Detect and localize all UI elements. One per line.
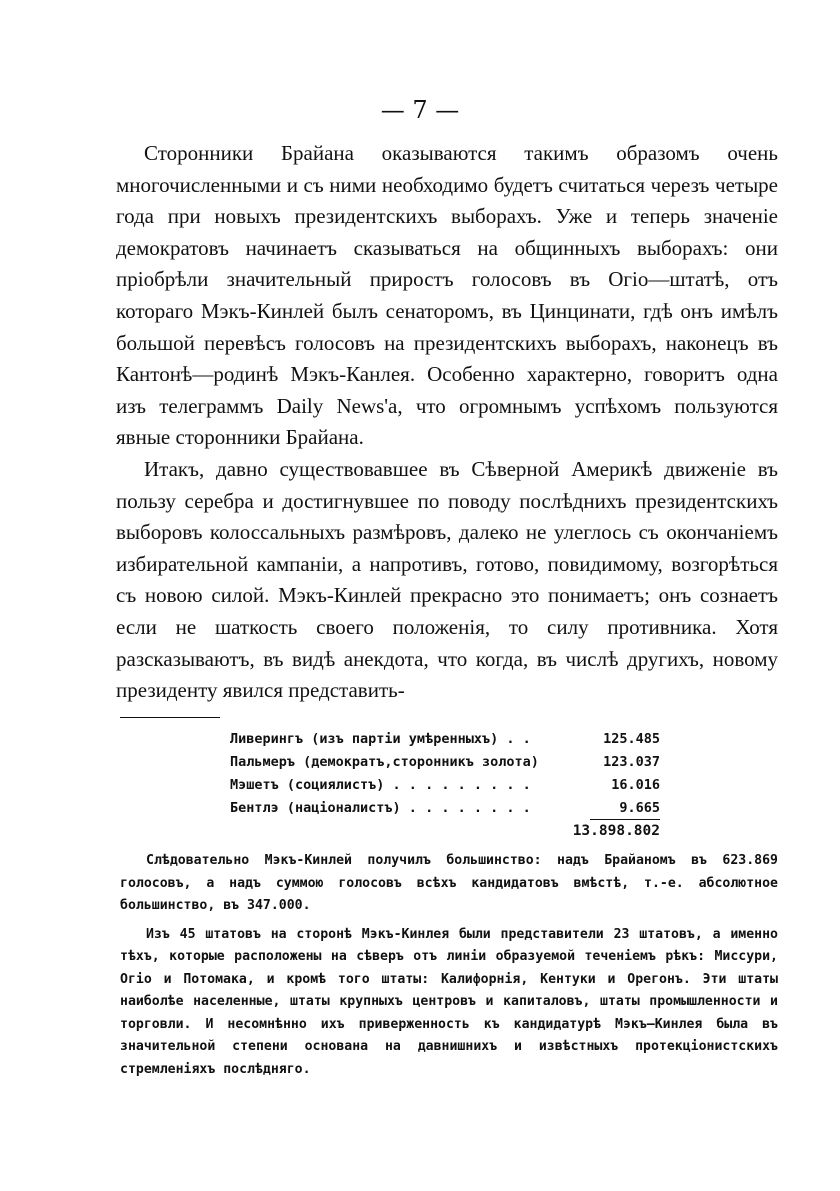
table-row bbox=[230, 727, 660, 750]
page-number: — 7 — bbox=[380, 96, 460, 124]
vote-total: 13.898.802 bbox=[572, 823, 660, 839]
vote-count: 125.485 bbox=[603, 730, 660, 747]
main-text bbox=[116, 138, 778, 707]
vote-count: 123.037 bbox=[603, 753, 660, 770]
footnote-separator bbox=[120, 717, 220, 718]
candidate-label: Ливерингъ (изъ партiи умѣренныхъ) . . bbox=[230, 730, 531, 747]
candidate-label: Пальмеръ (демократъ,сторонникъ золота) bbox=[230, 753, 539, 770]
table-row bbox=[230, 796, 660, 819]
vote-table bbox=[230, 727, 660, 819]
footnote-paragraph: Изъ 45 штатовъ на сторонѣ Мэкъ-Кинлея были представители 23 штатовъ, а именно тѣхъ, которые расположены на сѣверъ отъ линiи образуемой теченiемъ рѣкъ: Миссури, Огiо и Потомака, и кромѣ того штаты: Калифорнiя, Кентуки и Орегонъ. Эти штаты наиболѣе населенные, штаты крупныхъ центровъ и капиталовъ, штаты промышленности и торговли. И несомнѣнно ихъ приверженность къ кандидатурѣ Мэкъ—Кинлея была въ значительной степени основана на давнишнихъ и извѣстныхъ протекцiонистскихъ стремленiяхъ послѣдняго. bbox=[120, 926, 778, 1077]
table-row bbox=[230, 750, 660, 773]
table-row bbox=[230, 773, 660, 796]
vote-count: 16.016 bbox=[611, 776, 660, 793]
candidate-label: Мэшетъ (социялистъ) . . . . . . . . . bbox=[230, 776, 531, 793]
footnote-notes bbox=[120, 850, 778, 1087]
sum-rule bbox=[590, 819, 660, 820]
candidate-label: Бентлэ (нацiоналистъ) . . . . . . . . bbox=[230, 799, 531, 816]
paragraph: Сторонники Брайана оказываются такимъ образомъ очень многочисленными и съ ними необходимо будетъ считаться черезъ четыре года при новыхъ президентскихъ выборахъ. Уже и теперь значенiе демократовъ начинаетъ сказываться на общинныхъ выборахъ: они прiобрѣли значительный приростъ голосовъ въ Огiо—штатѣ, отъ котораго Мэкъ-Кинлей былъ сенаторомъ, въ Цинцинати, гдѣ онъ имѣлъ большой перевѣсъ голосовъ на президентскихъ выборахъ, наконецъ въ Кантонѣ—родинѣ Мэкъ-Канлея. Особенно характерно, говоритъ одна изъ телеграммъ Daily News'а, что огромнымъ успѣхомъ пользуются явные сторонники Брайана. bbox=[116, 141, 778, 450]
footnote-paragraph: Слѣдовательно Мэкъ-Кинлей получилъ большинство: надъ Брайаномъ въ 623.869 голосовъ, а надъ суммою голосовъ всѣхъ кандидатовъ вмѣстѣ, т.-е. абсолютное большинство, въ 347.000. bbox=[120, 853, 778, 913]
paragraph: Итакъ, давно существовавшее въ Сѣверной Америкѣ движенiе въ пользу серебра и достигнувшее по поводу послѣднихъ президентскихъ выборовъ колоссальныхъ размѣровъ, далеко не улеглось съ окончанiемъ избирательной кампанiи, а напротивъ, готово, повидимому, возгорѣться съ новою силой. Мэкъ-Кинлей прекрасно это понимаетъ; онъ сознаетъ если не шаткость своего положенiя, то силу противника. Хотя разсказываютъ, въ видѣ анекдота, что когда, въ числѣ другихъ, новому президенту явился представить- bbox=[116, 456, 778, 703]
vote-count: 9.665 bbox=[619, 799, 660, 816]
